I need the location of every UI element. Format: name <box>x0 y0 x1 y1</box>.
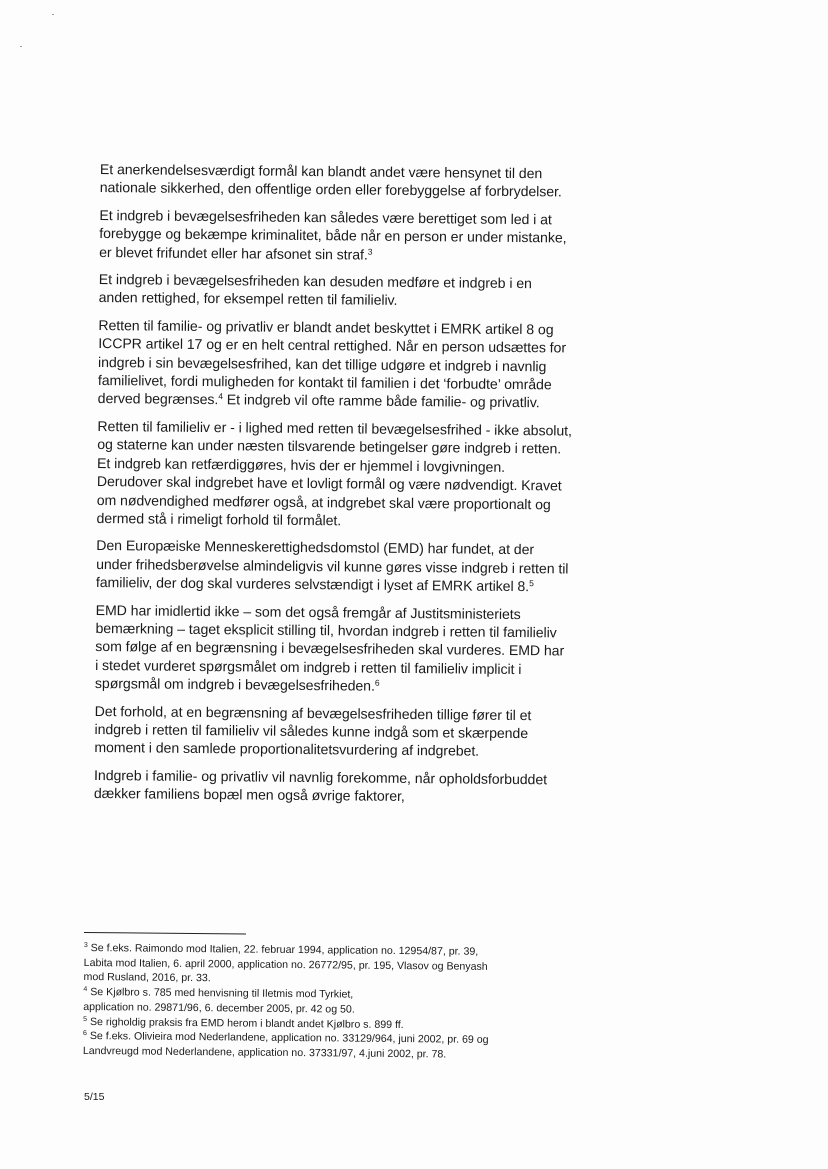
page-number: 5/15 <box>84 1091 105 1103</box>
footnote-reference: 6 <box>374 677 380 688</box>
paragraph <box>95 601 571 698</box>
paragraph-text: Indgreb i familie- og privatliv vil navnlig forekomme, når opholdsforbuddet dækker familiens bopæl men også øvrige faktorer, <box>93 766 548 805</box>
paragraph-text: Et indgreb vil ofte ramme både familie- og privatliv. <box>222 391 540 411</box>
footnote-number: 3 <box>83 941 88 950</box>
paragraph <box>99 206 575 266</box>
paragraph <box>98 316 574 413</box>
body-text <box>94 160 575 816</box>
footnotes-section <box>83 932 574 1063</box>
scan-speck <box>52 14 54 15</box>
paragraph <box>94 702 570 762</box>
paragraph-text: Retten til familie- og privatliv er blandt andet beskyttet i EMRK artikel 8 og ICCPR artikel 17 og er en helt central rettighed. Når en person udsættes for indgreb i sin bevægelsesfrihed, kan det tillige udgøre et indgreb i navnlig familielivet, fordi muligheden for kontakt til familien i det ‘forbudte’ område derved begrænses. <box>97 316 567 408</box>
paragraph-text: Det forhold, at en begrænsning af bevægelsesfriheden tillige fører til et indgreb i retten til familieliv vil således kunne indgå som et skærpende moment i den samlede proportionalitetsvurdering af indgrebet. <box>94 702 532 760</box>
footnote-number: 6 <box>82 1030 87 1038</box>
paragraph <box>94 766 569 807</box>
footnote-list <box>83 941 574 1063</box>
footnote-reference: 4 <box>218 391 224 402</box>
paragraph-text: Et anerkendelsesværdigt formål kan blandt andet være hensynet til den nationale sikkerhed, den offentlige orden eller forebyggelse af forbrydelser. <box>99 160 562 200</box>
footnote-text: application no. 29871/96, 6. december 2005, pr. 42 og 50. <box>83 1000 355 1016</box>
footnote-reference: 3 <box>367 246 373 257</box>
footnote-text: Se f.eks. Raimondo mod Italien, 22. februar 1994, application no. 12954/87, pr. 39, <box>87 942 479 958</box>
footnote-number: 5 <box>83 1015 88 1023</box>
paragraph <box>100 160 575 201</box>
footnote-text: Se Kjølbro s. 785 med henvisning til Iletmis mod Tyrkiet, <box>87 986 354 1001</box>
footnote-text: Se righoldig praksis fra EMD herom i blandt andet Kjølbro s. 899 ff. <box>86 1015 404 1031</box>
paragraph-text: Et indgreb i bevægelsesfriheden kan desuden medføre et indgreb i en anden rettighed, for eksempel retten til familieliv. <box>98 271 532 309</box>
paragraph <box>96 417 572 532</box>
scan-speck <box>20 46 22 47</box>
footnote-text: Labita mod Italien, 6. april 2000, application no. 26772/95, pr. 195, Vlasov og Benyash <box>83 956 488 973</box>
paragraph-text: Den Europæiske Menneskerettighedsdomstol (EMD) har fundet, at der under frihedsberøvelse almindeligvis vil kunne gøres visse indgreb i retten til familieliv, der dog skal vurderes selvstændigt i lyset af EMRK artikel 8. <box>95 537 569 595</box>
footnote-number: 4 <box>83 986 88 994</box>
paragraph-text: Retten til familieliv er - i lighed med retten til bevægelsesfrihed - ikke absolut, og staterne kan under næsten tilsvarende betingelser gøre indgreb i retten. Et indgreb kan retfærdiggøres, hvis der er hjemmel i lovgivningen. Derudover skal indgrebet have et lovligt formål og være nødvendigt. Kravet om nødvendighed medfører også, at indgrebet skal være proportionalt og dermed stå i rimeligt forhold til formålet. <box>96 417 572 529</box>
footnote-text: Landvreugd mod Nederlandene, application no. 37331/97, 4.juni 2002, pr. 78. <box>82 1044 447 1061</box>
paragraph <box>96 536 572 596</box>
footnote-reference: 5 <box>529 578 534 589</box>
paragraph-text: Et indgreb i bevægelsesfriheden kan således være berettiget som led i at forebygge og bekæmpe kriminalitet, både når en person er under mistanke, er blevet frifundet eller har afsonet sin straf. <box>99 206 567 263</box>
footnote-separator <box>84 932 246 935</box>
paragraph-text: EMD har imidlertid ikke – som det også fremgår af Justitsministeriets bemærkning – taget eksplicit stilling til, hvordan indgreb i retten til familieliv som følge af en begrænsning i bevægelsesfriheden skal vurderes. EMD har i stedet vurderet spørgsmålet om indgreb i retten til familieliv implicit i spørgsmål om indgreb i bevægelsesfriheden. <box>94 601 565 694</box>
footnote-text: mod Rusland, 2016, pr. 33. <box>83 971 211 985</box>
paragraph <box>99 270 574 311</box>
footnote-text: Se f.eks. Olivieira mod Nederlandene, application no. 33129/964, juni 2002, pr. 69 og <box>86 1030 489 1047</box>
